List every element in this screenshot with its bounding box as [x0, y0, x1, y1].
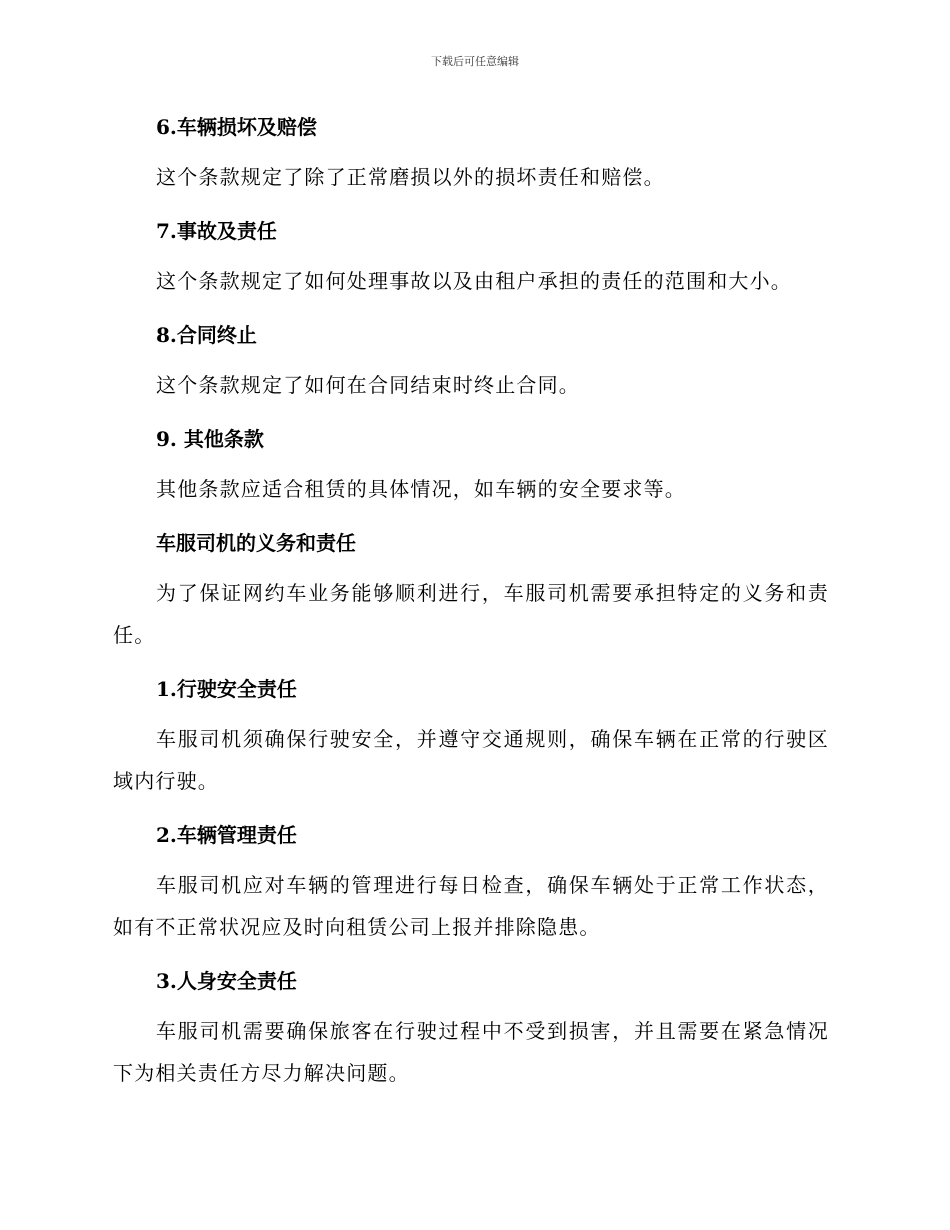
- section-heading: 9. 其他条款: [156, 427, 264, 451]
- section-heading: 3.人身安全责任: [156, 969, 297, 993]
- section-paragraph: 这个条款规定了除了正常磨损以外的损坏责任和赔偿。: [156, 165, 665, 189]
- section-paragraph: 车服司机需要确保旅客在行驶过程中不受到损害，并且需要在紧急情况下为相关责任方尽力解决问题。: [113, 1019, 829, 1085]
- section-paragraph: 为了保证网约车业务能够顺利进行，车服司机需要承担特定的义务和责任。: [113, 581, 829, 647]
- section-heading: 1.行驶安全责任: [156, 677, 297, 701]
- section-paragraph: 这个条款规定了如何在合同结束时终止合同。: [156, 373, 580, 397]
- section-paragraph: 车服司机应对车辆的管理进行每日检查，确保车辆处于正常工作状态，如有不正常状况应及时向租赁公司上报并排除隐患。: [113, 873, 829, 939]
- section-paragraph: 其他条款应适合租赁的具体情况，如车辆的安全要求等。: [156, 477, 686, 501]
- document-body: [113, 114, 829, 1094]
- section-heading: 2.车辆管理责任: [156, 823, 297, 847]
- section-heading: 7.事故及责任: [156, 219, 277, 243]
- section-heading: 车服司机的义务和责任: [156, 531, 356, 555]
- page-header: 下载后可任意编辑: [431, 55, 519, 68]
- section-paragraph: 这个条款规定了如何处理事故以及由租户承担的责任的范围和大小。: [156, 269, 792, 293]
- section-heading: 8.合同终止: [156, 323, 257, 347]
- section-heading: 6.车辆损坏及赔偿: [156, 115, 317, 139]
- section-paragraph: 车服司机须确保行驶安全，并遵守交通规则，确保车辆在正常的行驶区域内行驶。: [113, 727, 829, 793]
